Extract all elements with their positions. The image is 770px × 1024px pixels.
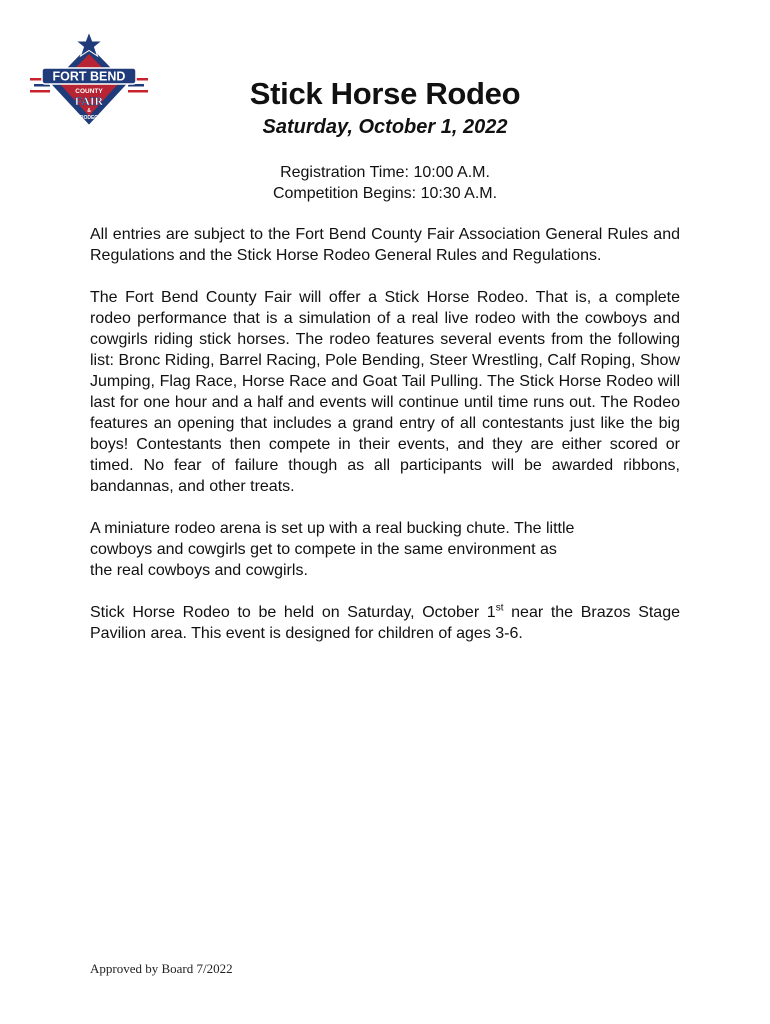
location-paragraph	[90, 602, 680, 644]
logo-text-ampersand: &	[87, 108, 91, 114]
description-paragraph: The Fort Bend County Fair will offer a Stick Horse Rodeo. That is, a complete rodeo performance that is a simulation of a real live rodeo with the cowboys and cowgirls riding stick horses. The rodeo features several events from the following list: Bronc Riding, Barrel Racing, Pole Bending, Steer Wrestling, Calf Roping, Show Jumping, Flag Race, Horse Race and Goat Tail Pulling. The Stick Horse Rodeo will last for one hour and a half and events will continue until time runs out. The Rodeo features an opening that includes a grand entry of all contestants just like the big boys! Contestants then compete in their events, and they are either scored or timed. No fear of failure though as all participants will be awarded ribbons, bandannas, and other treats.	[90, 289, 680, 495]
event-date: Saturday, October 1, 2022	[262, 116, 508, 138]
location-text-end: near the Brazos Stage Pavilion area. This event is designed for children of ages 3-6.	[90, 604, 681, 642]
page-title: Stick Horse Rodeo	[249, 76, 521, 111]
logo-text-fort-bend: FORT BEND	[52, 69, 126, 84]
document-body	[90, 224, 680, 665]
logo-text-rodeo: RODEO	[79, 115, 99, 121]
rules-paragraph: All entries are subject to the Fort Bend County Fair Association General Rules and Regulations and the Stick Horse Rodeo General Rules and Regulations.	[90, 226, 680, 264]
schedule-block	[0, 162, 770, 204]
approval-footer: Approved by Board 7/2022	[90, 961, 233, 976]
registration-time: Registration Time: 10:00 A.M.	[280, 164, 490, 181]
arena-line-1: A miniature rodeo arena is set up with a real bucking chute. The little	[90, 520, 575, 537]
arena-line-2: cowboys and cowgirls get to compete in the same environment as	[90, 541, 557, 558]
location-text-start: Stick Horse Rodeo to be held on Saturday, October 1	[90, 604, 496, 621]
arena-paragraph	[90, 518, 680, 581]
date-ordinal-suffix: st	[495, 602, 504, 614]
arena-line-3: the real cowboys and cowgirls.	[90, 562, 308, 579]
logo-text-county: COUNTY	[75, 88, 103, 95]
competition-time: Competition Begins: 10:30 A.M.	[272, 185, 498, 202]
logo-text-fair: FAIR	[74, 94, 104, 108]
